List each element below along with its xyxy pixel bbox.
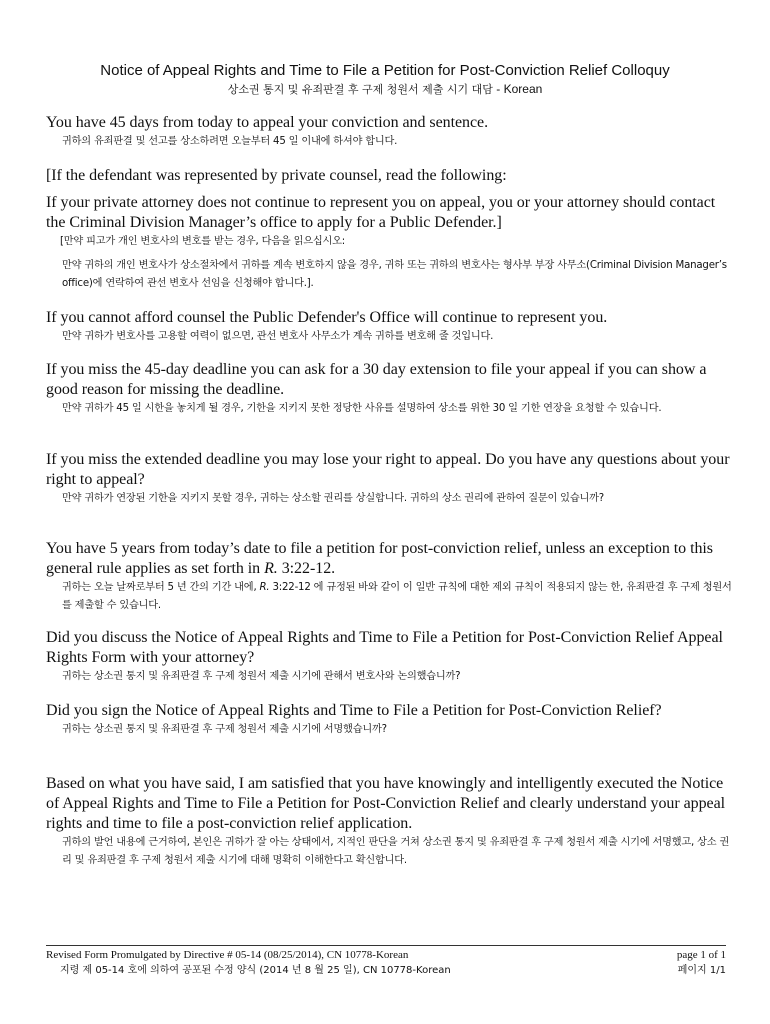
paragraph-english: Did you sign the Notice of Appeal Rights and Time to File a Petition for Post-Conviction Relief? <box>46 702 662 719</box>
paragraph-english: If you cannot afford counsel the Public Defender's Office will continue to represent you. <box>46 309 608 326</box>
paragraph-korean: [만약 피고가 개인 변호사의 변호를 받는 경우, 다음을 읽으십시오: <box>60 236 346 247</box>
paragraph-private-attorney-korean <box>46 257 736 293</box>
page-number-korean: 페이지 1/1 <box>677 965 726 976</box>
subtitle-korean: 상소권 통지 및 유죄판결 후 구제 청원서 제출 시기 대담 <box>227 83 493 96</box>
paragraph-english: If you miss the extended deadline you may lose your right to appeal. Do you have any questions about your right to appeal? <box>46 451 730 488</box>
paragraph-private-counsel-intro <box>46 166 736 186</box>
footer-right <box>606 948 726 978</box>
paragraph-extension <box>46 360 736 418</box>
paragraph-korean: 만약 귀하가 연장된 기한을 지키지 못할 경우, 귀하는 상소할 권리를 상실합니다. 귀하의 상소 권리에 관하여 질문이 있습니까? <box>62 493 604 504</box>
footer-form-info-korean: 지령 제 05-14 호에 의하여 공포된 수정 양식 (2014 년 8 월 25 일), CN 10778-Korean <box>60 965 451 976</box>
paragraph-korean: 귀하는 오늘 날짜로부터 5 년 간의 기간 내에, R. 3:22-12 에 규정된 바와 같이 이 일반 규칙에 대한 제외 규칙이 적용되지 않는 한, 유죄판결 후 구제 청원서를 제출할 수 있습니다. <box>62 582 732 611</box>
paragraph-korean: 만약 귀하가 45 일 시한을 놓치게 될 경우, 기한을 지키지 못한 정당한 사유를 설명하여 상소를 위한 30 일 기한 연장을 요청할 수 있습니다. <box>62 403 662 414</box>
footer-divider <box>46 945 726 946</box>
paragraph-korean: 귀하의 유죄판결 및 선고를 상소하려면 오늘부터 45 일 이내에 하셔야 합니다. <box>62 136 398 147</box>
paragraph-english: You have 5 years from today’s date to file a petition for post-conviction relief, unless an exception to this general rule applies as set forth in R. 3:22-12. <box>46 540 713 577</box>
paragraph-signed <box>46 701 736 739</box>
paragraph-private-attorney <box>46 193 736 251</box>
paragraph-english: You have 45 days from today to appeal your conviction and sentence. <box>46 114 489 131</box>
paragraph-english: [If the defendant was represented by private counsel, read the following: <box>46 167 507 184</box>
paragraph-lose-right <box>46 450 736 508</box>
paragraph-english: If your private attorney does not continue to represent you on appeal, you or your attorney should contact the Criminal Division Manager’s office to apply for a Public Defender.] <box>46 194 716 231</box>
document-title: Notice of Appeal Rights and Time to File a Petition for Post-Conviction Relief Colloquy <box>100 62 670 79</box>
paragraph-korean: 만약 귀하가 변호사를 고용할 여력이 없으면, 관선 변호사 사무소가 계속 귀하를 변호해 줄 것입니다. <box>62 331 494 342</box>
paragraph-korean: 귀하는 상소권 통지 및 유죄판결 후 구제 청원서 제출 시기에 관해서 변호사와 논의했습니까? <box>62 671 461 682</box>
paragraph-korean: 만약 귀하의 개인 변호사가 상소절차에서 귀하를 계속 변호하지 않을 경우, 귀하 또는 귀하의 변호사는 형사부 부장 사무소(Criminal Division Manager’s office)에 연락하여 관선 변호사 선임을 신청해야 합니다.]. <box>62 260 727 289</box>
paragraph-discuss-attorney <box>46 628 736 686</box>
document-header <box>0 62 770 98</box>
document-subtitle <box>0 81 770 98</box>
paragraph-45-days <box>46 113 736 151</box>
paragraph-english: Did you discuss the Notice of Appeal Rights and Time to File a Petition for Post-Conviction Relief Appeal Rights Form with your attorney? <box>46 629 723 666</box>
subtitle-language: - Korean <box>492 82 543 96</box>
paragraph-english: Based on what you have said, I am satisfied that you have knowingly and intelligently executed the Notice of Appeal Rights and Time to File a Petition for Post-Conviction Relief and clearly understand your appeal rights and time to file a post-conviction relief application. <box>46 775 726 832</box>
paragraph-public-defender <box>46 308 736 346</box>
paragraph-satisfied <box>46 774 736 870</box>
paragraph-korean: 귀하는 상소권 통지 및 유죄판결 후 구제 청원서 제출 시기에 서명했습니까? <box>62 724 387 735</box>
footer-form-info: Revised Form Promulgated by Directive # 05-14 (08/25/2014), CN 10778-Korean <box>46 949 409 961</box>
footer-left <box>46 948 606 978</box>
page-number: page 1 of 1 <box>676 949 726 961</box>
paragraph-five-years <box>46 539 736 615</box>
paragraph-korean: 귀하의 발언 내용에 근거하여, 본인은 귀하가 잘 아는 상태에서, 지적인 판단을 거쳐 상소권 통지 및 유죄판결 후 구제 청원서 제출 시기에 서명했고, 상소 권리 및 유죄판결 후 구제 청원서 제출 시기에 대해 명확히 이해한다고 확신합니다. <box>62 837 730 866</box>
paragraph-english: If you miss the 45-day deadline you can ask for a 30 day extension to file your appeal if you can show a good reason for missing the deadline. <box>46 361 707 398</box>
